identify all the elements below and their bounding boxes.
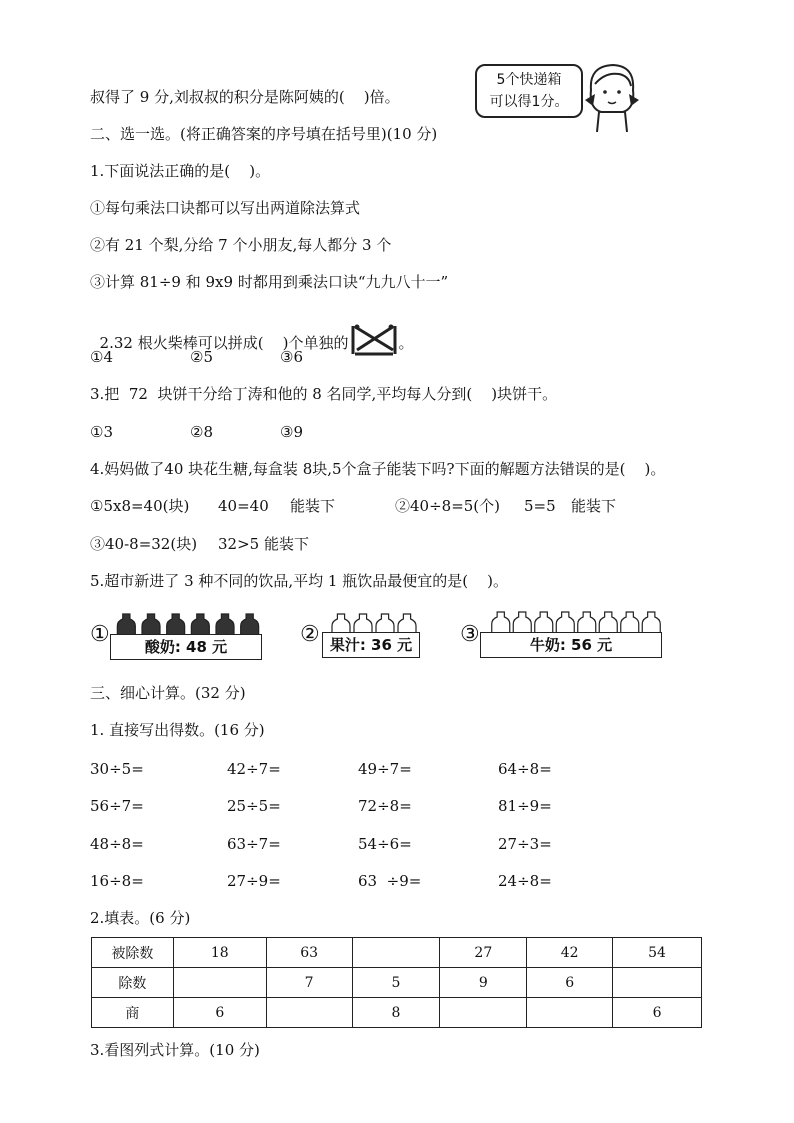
bottle-icon — [117, 614, 135, 636]
calc-r3c2: 63÷7= — [227, 835, 281, 853]
drink-juice-number: ② — [300, 622, 320, 647]
calc-r1c2: 42÷7= — [227, 760, 281, 778]
q4-opt1-expr: ①5x8=40(块) — [90, 497, 190, 515]
bottle-icon — [556, 612, 574, 634]
q4-opt1-compare: 40=40 — [218, 497, 269, 515]
division-table — [91, 937, 702, 1028]
table-cell[interactable] — [440, 998, 527, 1028]
q2-option-2: ②5 — [190, 348, 213, 366]
q2-option-3: ③6 — [280, 348, 303, 366]
q4-opt3-result: 32>5 能装下 — [218, 535, 309, 553]
bottle-icon — [167, 614, 185, 636]
q4-opt1-result: 能装下 — [290, 497, 336, 515]
section-3-title: 三、细心计算。(32 分) — [90, 684, 246, 702]
table-cell: 6 — [613, 998, 702, 1028]
matchstick-shape-icon — [349, 322, 399, 358]
table-cell: 7 — [266, 968, 352, 998]
calc-r3c1: 48÷8= — [90, 835, 144, 853]
drink-yogurt-bottles — [114, 612, 262, 636]
drink-milk-number: ③ — [460, 622, 480, 647]
calc-r2c4: 81÷9= — [498, 797, 552, 815]
calc-q2-title: 2.填表。(6 分) — [90, 909, 191, 927]
table-cell: 27 — [440, 938, 527, 968]
bottle-icon — [492, 612, 510, 634]
bottle-icon — [241, 614, 259, 636]
table-cell[interactable] — [527, 998, 613, 1028]
table-cell: 63 — [266, 938, 352, 968]
calc-r3c4: 27÷3= — [498, 835, 552, 853]
table-row-quotient — [92, 998, 702, 1028]
q3-option-2: ②8 — [190, 423, 213, 441]
bottle-icon — [535, 612, 553, 634]
q2-stem — [90, 310, 414, 358]
calc-r4c1: 16÷8= — [90, 872, 144, 890]
table-cell: 被除数 — [92, 938, 174, 968]
q5-stem: 5.超市新进了 3 种不同的饮品,平均 1 瓶饮品最便宜的是( )。 — [90, 572, 509, 590]
calc-q1-title: 1. 直接写出得数。(16 分) — [90, 721, 265, 739]
table-cell[interactable] — [266, 998, 352, 1028]
drink-yogurt-label: 酸奶: 48 元 — [110, 634, 262, 660]
table-cell: 54 — [613, 938, 702, 968]
calc-r1c4: 64÷8= — [498, 760, 552, 778]
bottle-icon — [599, 612, 617, 634]
bottle-icon — [191, 614, 209, 636]
q2-stem-before: 2.32 根火柴棒可以拼成( )个单独的 — [99, 334, 349, 352]
q1-option-2: ②有 21 个梨,分给 7 个小朋友,每人都分 3 个 — [90, 236, 392, 254]
table-cell[interactable] — [613, 968, 702, 998]
table-cell: 6 — [173, 998, 266, 1028]
q2-option-1: ①4 — [90, 348, 113, 366]
bottle-icon — [513, 612, 531, 634]
calc-r1c1: 30÷5= — [90, 760, 144, 778]
bottle-icon — [578, 612, 596, 634]
q3-stem: 3.把 72 块饼干分给丁涛和他的 8 名同学,平均每人分到( )块饼干。 — [90, 385, 558, 403]
table-cell: 9 — [440, 968, 527, 998]
table-cell: 18 — [173, 938, 266, 968]
drink-milk-label: 牛奶: 56 元 — [480, 632, 662, 658]
bottle-icon — [642, 612, 660, 634]
bubble-line-1: 5个快递箱 — [496, 72, 562, 88]
table-cell: 5 — [352, 968, 440, 998]
girl-illustration-icon — [583, 60, 641, 132]
q4-opt2-result: 能装下 — [571, 497, 617, 515]
bottle-icon — [142, 614, 160, 636]
calc-r2c1: 56÷7= — [90, 797, 144, 815]
calc-r4c2: 27÷9= — [227, 872, 281, 890]
table-cell: 42 — [527, 938, 613, 968]
q4-stem: 4.妈妈做了40 块花生糖,每盒装 8块,5个盒子能装下吗?下面的解题方法错误的是( )。 — [90, 460, 666, 478]
q1-option-3: ③计算 81÷9 和 9x9 时都用到乘法口诀“九九八十一” — [90, 273, 449, 291]
intro-line: 叔得了 9 分,刘叔叔的积分是陈阿姨的( )倍。 — [90, 88, 400, 106]
q4-opt3-expr: ③40-8=32(块) — [90, 535, 198, 553]
calc-q3-title: 3.看图列式计算。(10 分) — [90, 1041, 260, 1059]
calc-r2c2: 25÷5= — [227, 797, 281, 815]
q3-option-3: ③9 — [280, 423, 303, 441]
calc-r4c3: 63 ÷9= — [358, 872, 422, 890]
calc-r2c3: 72÷8= — [358, 797, 412, 815]
table-cell: 6 — [527, 968, 613, 998]
drink-yogurt-number: ① — [90, 622, 110, 647]
q1-stem: 1.下面说法正确的是( )。 — [90, 162, 271, 180]
table-cell: 8 — [352, 998, 440, 1028]
table-cell[interactable] — [173, 968, 266, 998]
table-row-divisor — [92, 968, 702, 998]
drink-juice-label: 果汁: 36 元 — [322, 632, 420, 658]
table-cell[interactable] — [352, 938, 440, 968]
q1-option-1: ①每句乘法口诀都可以写出两道除法算式 — [90, 199, 361, 217]
bottle-icon — [216, 614, 234, 636]
calc-r1c3: 49÷7= — [358, 760, 412, 778]
speech-bubble — [475, 64, 583, 118]
calc-r3c3: 54÷6= — [358, 835, 412, 853]
q3-option-1: ①3 — [90, 423, 113, 441]
table-cell: 除数 — [92, 968, 174, 998]
q2-stem-after: 。 — [398, 334, 414, 352]
q4-opt2-compare: 5=5 — [524, 497, 556, 515]
q4-opt2-expr: ②40÷8=5(个) — [395, 497, 501, 515]
drink-milk-bottles — [490, 610, 662, 634]
calc-r4c4: 24÷8= — [498, 872, 552, 890]
table-cell: 商 — [92, 998, 174, 1028]
section-2-title: 二、选一选。(将正确答案的序号填在括号里)(10 分) — [90, 125, 438, 143]
bubble-line-2: 可以得1分。 — [489, 94, 569, 110]
bottle-icon — [621, 612, 639, 634]
table-row-dividend — [92, 938, 702, 968]
